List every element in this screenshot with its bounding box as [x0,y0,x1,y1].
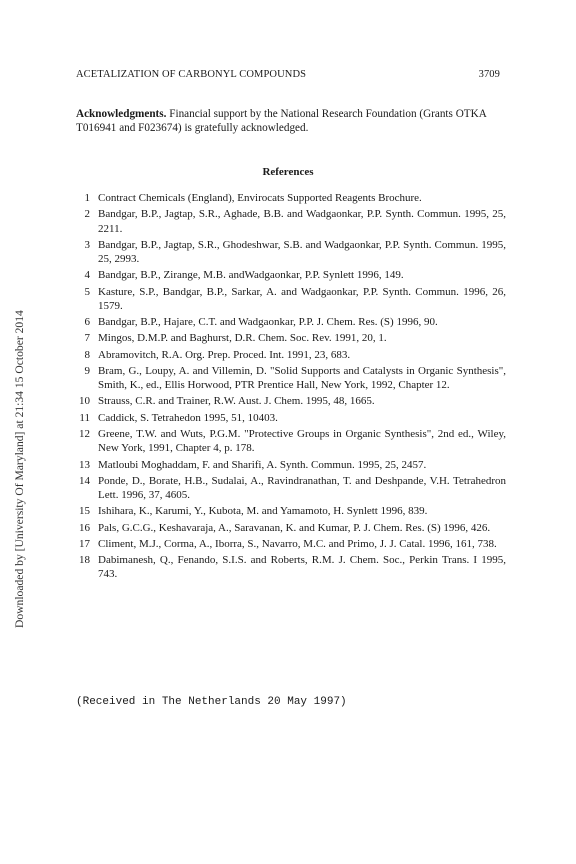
reference-item [76,411,506,425]
reference-number: 10 [79,395,90,408]
reference-number: 9 [84,364,90,377]
reference-item [76,504,506,518]
reference-number: 17 [79,537,90,550]
reference-item [76,364,506,392]
received-note: (Received in The Netherlands 20 May 1997) [76,696,347,708]
reference-text: Greene, T.W. and Wuts, P.G.M. "Protective Groups in Organic Synthesis", 2nd ed., Wiley, New York, 1991, Chapter 4, p. 178. [98,428,506,455]
reference-item [76,537,506,551]
reference-text: Ishihara, K., Karumi, Y., Kubota, M. and Yamamoto, H. Synlett 1996, 839. [98,505,428,518]
reference-item [76,553,506,581]
reference-number: 15 [79,505,90,518]
reference-text: Caddick, S. Tetrahedon 1995, 51, 10403. [98,411,278,424]
reference-text: Bandgar, B.P., Zirange, M.B. andWadgaonkar, P.P. Synlett 1996, 149. [98,269,404,282]
reference-item [76,268,506,282]
reference-item [76,394,506,408]
reference-number: 3 [84,238,90,251]
reference-text: Climent, M.J., Corma, A., Iborra, S., Navarro, M.C. and Primo, J. J. Catal. 1996, 161, 738. [98,537,497,550]
reference-item [76,458,506,472]
reference-text: Abramovitch, R.A. Org. Prep. Proced. Int. 1991, 23, 683. [98,348,351,361]
reference-number: 4 [84,269,90,282]
download-watermark: Downloaded by [University Of Maryland] at 21:34 15 October 2014 [13,310,26,628]
reference-text: Kasture, S.P., Bandgar, B.P., Sarkar, A. and Wadgaonkar, P.P. Synth. Commun. 1996, 26, 1579. [98,285,506,312]
reference-number: 16 [79,521,90,534]
acknowledgments-text: Financial support by the National Research Foundation (Grants OTKA T016941 and F023674) is gratefully acknowledged. [76,108,487,134]
acknowledgments-paragraph [76,107,504,135]
reference-number: 18 [79,554,90,567]
reference-number: 7 [84,332,90,345]
running-head-title: ACETALIZATION OF CARBONYL COMPOUNDS [76,69,307,80]
reference-text: Contract Chemicals (England), Envirocats Supported Reagents Brochure. [98,192,422,204]
reference-item [76,207,506,235]
reference-number: 2 [84,208,90,221]
reference-number: 13 [79,458,90,471]
reference-number: 5 [84,285,90,298]
reference-item [76,285,506,313]
reference-item [76,348,506,362]
reference-item [76,331,506,345]
references-title: References [262,166,314,178]
reference-item [76,521,506,535]
reference-text: Bandgar, B.P., Jagtap, S.R., Ghodeshwar, S.B. and Wadgaonkar, P.P. Synth. Commun. 1995, 25, 2993. [98,238,506,265]
acknowledgments-heading: Acknowledgments. [76,108,167,120]
reference-text: Pals, G.C.G., Keshavaraja, A., Saravanan, K. and Kumar, P. J. Chem. Res. (S) 1996, 426. [98,521,491,534]
reference-number: 11 [79,411,90,424]
reference-item [76,427,506,455]
reference-item [76,474,506,502]
reference-item [76,315,506,329]
reference-number: 6 [84,316,90,329]
reference-number: 8 [84,348,90,361]
reference-text: Strauss, C.R. and Trainer, R.W. Aust. J. Chem. 1995, 48, 1665. [98,395,375,408]
reference-text: Matloubi Moghaddam, F. and Sharifi, A. Synth. Commun. 1995, 25, 2457. [98,458,427,471]
reference-text: Mingos, D.M.P. and Baghurst, D.R. Chem. Soc. Rev. 1991, 20, 1. [98,332,387,345]
reference-text: Dabimanesh, Q., Fenando, S.I.S. and Roberts, R.M. J. Chem. Soc., Perkin Trans. I 1995, 743. [98,554,506,581]
reference-number: 14 [79,474,90,487]
running-head [76,69,500,80]
reference-text: Bram, G., Loupy, A. and Villemin, D. "Solid Supports and Catalysts in Organic Synthesis", Smith, K., ed., Ellis Horwood, PTR Prentice Hall, New York, 1992, Chapter 12. [98,364,506,392]
references-list [76,191,506,584]
reference-text: Bandgar, B.P., Jagtap, S.R., Aghade, B.B. and Wadgaonkar, P.P. Synth. Commun. 1995, 25, 2211. [98,208,506,235]
page-number: 3709 [478,69,500,80]
reference-number: 1 [84,192,90,204]
reference-item [76,191,506,205]
reference-text: Bandgar, B.P., Hajare, C.T. and Wadgaonkar, P.P. J. Chem. Res. (S) 1996, 90. [98,316,438,329]
reference-text: Ponde, D., Borate, H.B., Sudalai, A., Ravindranathan, T. and Deshpande, V.H. Tetrahedron Lett. 1996, 37, 4605. [98,474,506,502]
reference-number: 12 [79,428,90,441]
reference-item [76,238,506,266]
